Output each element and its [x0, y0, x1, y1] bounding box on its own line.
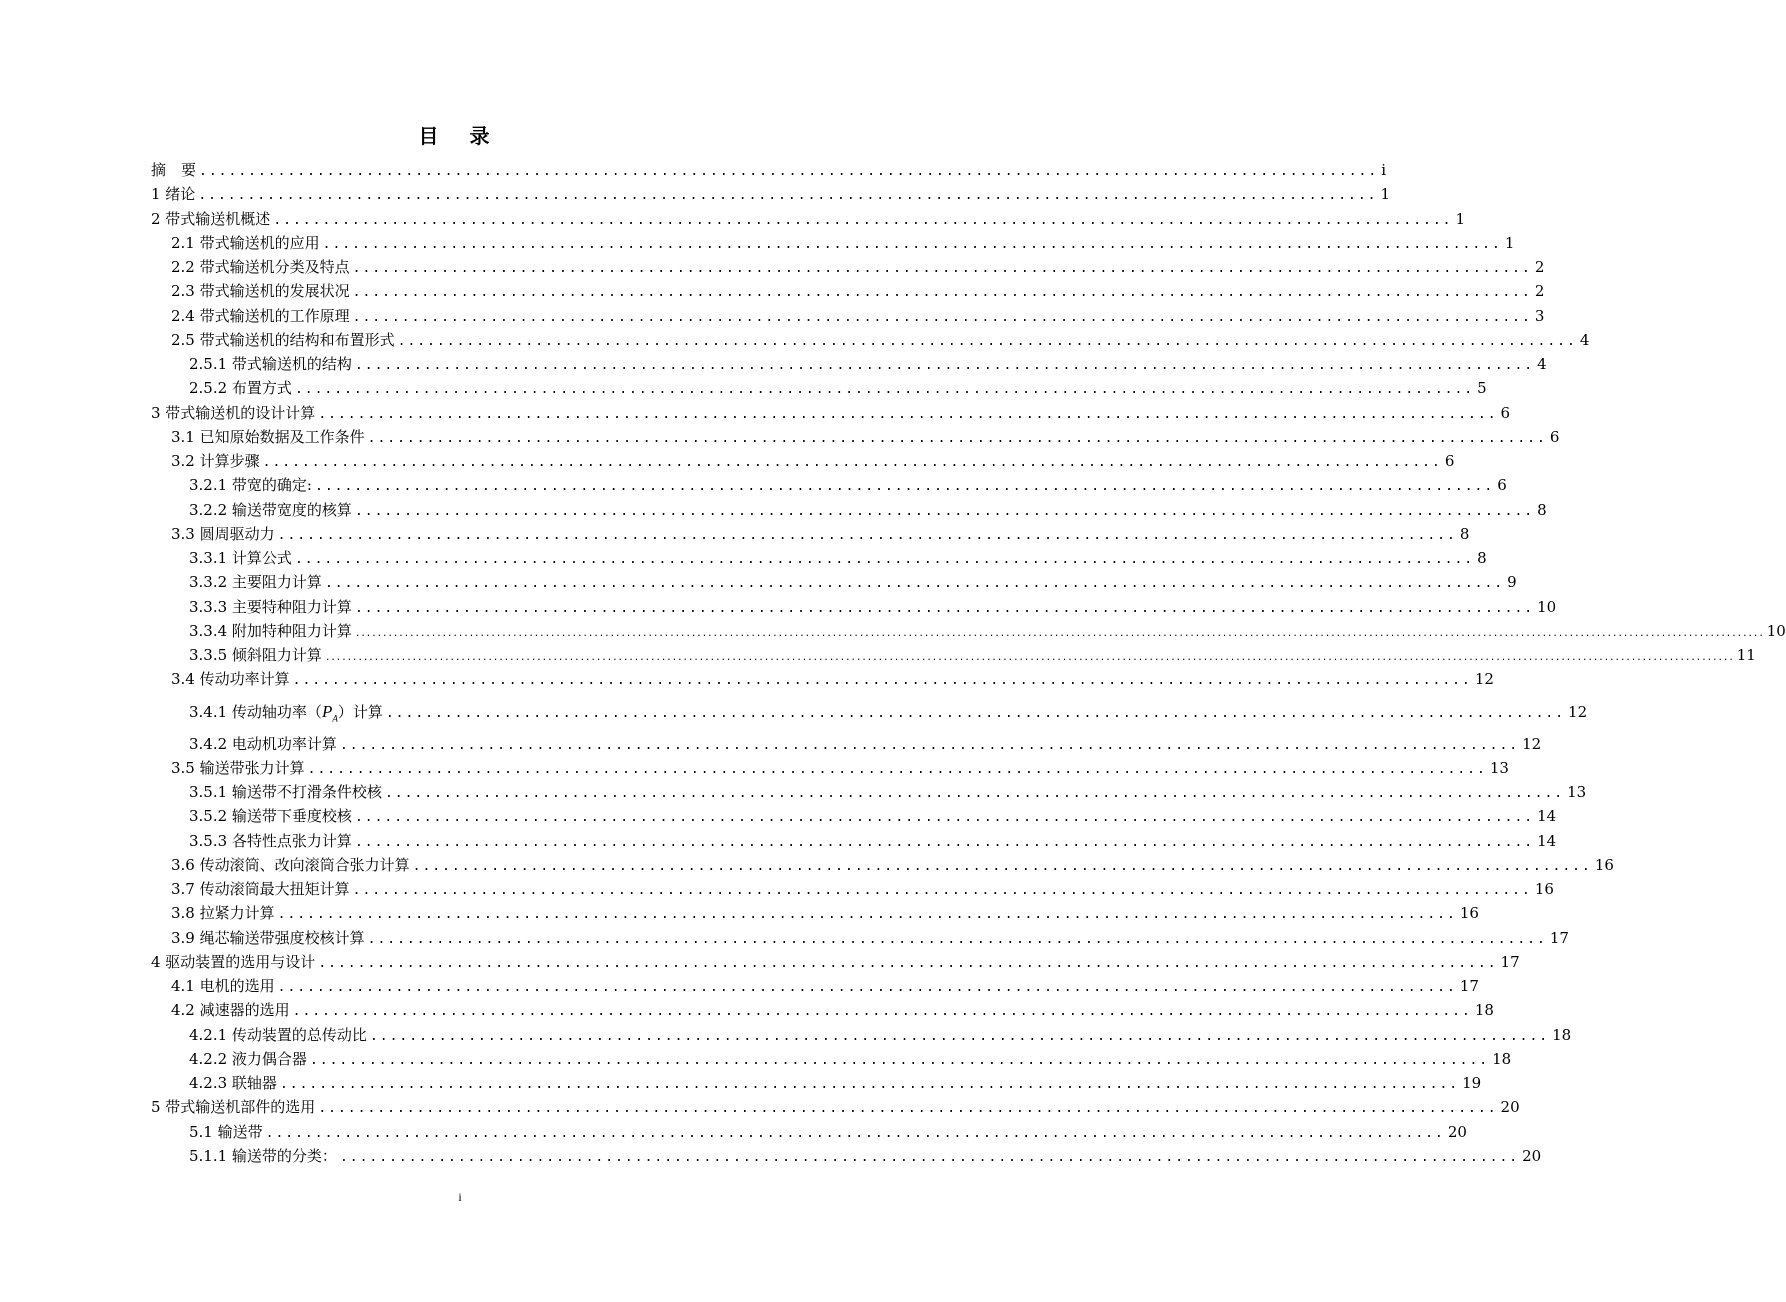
dot-leader: ........................................................................................................................ — [352, 883, 1532, 898]
toc-entry[interactable] — [151, 595, 1557, 619]
toc-entry-page-number: 4 — [1579, 330, 1590, 349]
toc-entry-text: 4.2 减速器的选用 — [171, 1001, 290, 1020]
toc-entry-text: 5 带式输送机部件的选用 — [151, 1098, 316, 1117]
toc-entry[interactable] — [151, 1071, 1482, 1095]
dot-leader: ........................................................................................................................ — [292, 673, 1472, 689]
dot-leader: ........................................................................................................................ — [367, 931, 1547, 947]
page-number-footer: i — [458, 1190, 462, 1204]
toc-entry-label — [171, 425, 365, 449]
toc-entry[interactable] — [151, 158, 1387, 182]
dot-leader: ........................................................................................................................ — [354, 600, 1535, 616]
toc-entry-label — [189, 546, 292, 570]
toc-entry-page-number: 18 — [1552, 1025, 1572, 1044]
toc-entry-page-number: 8 — [1477, 549, 1487, 567]
toc-entry-label — [189, 1144, 337, 1168]
toc-entry-text: 摘 要 — [151, 161, 197, 179]
toc-entry-page-number: 20 — [1522, 1146, 1542, 1165]
toc-entry-page-number: 19 — [1462, 1074, 1482, 1092]
dot-leader: ........................................................................................................................ — [412, 858, 1592, 874]
dot-leader: ........................................................................................................................ — [352, 285, 1532, 301]
toc-entry[interactable] — [151, 667, 1494, 691]
toc-entry-page-number: 13 — [1567, 783, 1587, 801]
toc-entry-page-number: 12 — [1522, 734, 1542, 753]
toc-entry-text: 2.2 带式输送机分类及特点 — [171, 258, 350, 276]
toc-entry-page-number: 6 — [1500, 403, 1511, 422]
dot-leader: ........................................................................................................................ — [198, 188, 1378, 204]
toc-entry[interactable] — [151, 732, 1542, 756]
toc-entry[interactable] — [151, 901, 1479, 925]
toc-title: 目 录 — [418, 124, 502, 148]
toc-entry[interactable] — [151, 998, 1494, 1022]
toc-entry-label — [189, 1071, 277, 1095]
toc-entry-text: 4.2.2 液力偶合器 — [189, 1049, 307, 1068]
toc-entry-text: 3.3.1 计算公式 — [189, 549, 292, 567]
dot-leader: ........................................................................................................................ — [277, 980, 1457, 995]
toc-entry-label — [189, 619, 352, 643]
toc-entry-text: 3.9 绳芯输送带强度校核计算 — [171, 928, 365, 947]
toc-entry-text: 3.1 已知原始数据及工作条件 — [171, 427, 365, 446]
toc-entry-text: 4.2.1 传动装置的总传动比 — [189, 1025, 367, 1044]
toc-entry[interactable] — [151, 1047, 1512, 1071]
toc-entry-label — [151, 158, 196, 182]
toc-entry-label — [171, 901, 275, 925]
toc-entry[interactable] — [151, 804, 1557, 828]
toc-entry-page-number: 17 — [1459, 977, 1479, 995]
toc-entry-page-number: 10 — [1766, 621, 1786, 640]
toc-entry-text: 3.4 传动功率计算 — [171, 670, 290, 689]
toc-entry-text: 2.5 带式输送机的结构和布置形式 — [171, 330, 395, 349]
toc-entry-text: 2.5.1 带式输送机的结构 — [189, 355, 352, 373]
toc-entry-page-number: 10 — [1537, 597, 1557, 616]
toc-entry[interactable] — [151, 449, 1455, 473]
dot-leader: ........................................................................................................................ — [354, 358, 1535, 373]
toc-entry-page-number: 2 — [1534, 282, 1545, 301]
toc-entry-label — [189, 498, 352, 522]
toc-entry-label — [189, 595, 352, 619]
dot-leader: ........................................................................................................................ — [367, 430, 1547, 446]
dot-leader: ........................................................................................................................ — [292, 1004, 1472, 1020]
toc-entry-page-number: 18 — [1492, 1049, 1512, 1068]
toc-entry-label — [171, 756, 305, 780]
dot-leader: ........................................................................................................................ — [385, 705, 1566, 721]
dot-leader: ........................................................................................................................ — [199, 164, 1379, 179]
dot-leader: ........................................................................................................................ — [352, 261, 1532, 276]
toc-entry[interactable] — [151, 643, 1756, 667]
toc-entry-text: 3.6 传动滚筒、改向滚筒合张力计算 — [171, 855, 410, 874]
toc-entry-page-number: 14 — [1537, 807, 1557, 826]
dot-leader: ........................................................................................................................ — [265, 1125, 1445, 1141]
toc-entry-label — [171, 522, 275, 546]
dot-leader: ........................................................................................................................ — [273, 212, 1453, 228]
toc-entry-text: 2.3 带式输送机的发展状况 — [171, 282, 350, 301]
toc-entry-page-number: 5 — [1477, 379, 1487, 398]
toc-entry-label — [189, 473, 312, 497]
toc-entry-page-number: 1 — [1380, 185, 1391, 204]
toc-entry-label — [171, 926, 365, 950]
toc-entry-text: 5.1 输送带 — [189, 1122, 263, 1141]
toc-entry-page-number: 4 — [1537, 355, 1547, 373]
toc-entry-label — [171, 998, 290, 1022]
toc-entry[interactable] — [151, 974, 1479, 998]
dot-leader: ........................................................................................................................ — [369, 1028, 1550, 1044]
dot-leader: ........................................................................................................................ — [322, 236, 1502, 252]
toc-entry[interactable] — [151, 522, 1470, 546]
dot-leader: ........................................................................................................................ — [354, 810, 1535, 826]
toc-entry[interactable] — [151, 376, 1487, 400]
dot-leader: .................................................................................................................................................................................................................................................................... — [354, 628, 1764, 639]
toc-entry[interactable] — [151, 780, 1587, 804]
dot-leader: ........................................................................................................................ — [294, 382, 1475, 398]
toc-entry-page-number: 3 — [1534, 306, 1545, 325]
toc-entry[interactable] — [151, 1144, 1542, 1168]
toc-entry[interactable] — [151, 877, 1554, 901]
toc-entry[interactable] — [151, 619, 1786, 643]
toc-entry-label — [189, 643, 322, 667]
dot-leader: ........................................................................................................................ — [277, 527, 1457, 543]
toc-entry-page-number: 1 — [1504, 233, 1515, 252]
toc-entry[interactable] — [151, 829, 1557, 853]
toc-entry-page-number: 17 — [1500, 952, 1520, 971]
toc-entry-label — [189, 1120, 263, 1144]
toc-entry-text: 4.2.3 联轴器 — [189, 1074, 277, 1092]
toc-entry-label — [189, 804, 352, 828]
toc-entry-text: 3.2 计算步骤 — [171, 452, 260, 470]
dot-leader: ........................................................................................................................ — [262, 455, 1442, 470]
toc-entry[interactable] — [151, 425, 1560, 449]
toc-entry-page-number: 8 — [1459, 524, 1470, 543]
toc-entry-label — [171, 231, 320, 255]
dot-leader: ........................................................................................................................ — [339, 737, 1520, 753]
toc-entry-text: 3 带式输送机的设计计算 — [151, 403, 316, 422]
toc-entry-label — [171, 255, 350, 279]
toc-entry[interactable] — [151, 546, 1487, 570]
toc-entry[interactable] — [151, 304, 1545, 328]
toc-entry-text: 2.5.2 布置方式 — [189, 379, 292, 398]
toc-entry[interactable] — [151, 926, 1569, 950]
toc-entry-label — [151, 1095, 315, 1119]
toc-entry-page-number: 6 — [1444, 452, 1455, 470]
toc-entry-page-number: 20 — [1500, 1098, 1520, 1117]
toc-entry-page-number: 17 — [1549, 928, 1569, 947]
toc-entry-text: 3.2.2 输送带宽度的核算 — [189, 500, 352, 519]
toc-entry[interactable] — [151, 570, 1517, 594]
toc-entry-label — [171, 449, 260, 473]
toc-entry-label — [189, 780, 382, 804]
toc-entry-page-number: 8 — [1537, 500, 1547, 519]
toc-entry-text: 3.8 拉紧力计算 — [171, 904, 275, 923]
toc-entry-text: 3.5.3 各特性点张力计算 — [189, 831, 352, 850]
toc-entry-page-number: 14 — [1537, 831, 1557, 850]
toc-entry-label — [151, 182, 195, 206]
toc-entry[interactable] — [151, 950, 1520, 974]
toc-entry[interactable] — [151, 473, 1507, 497]
formula-symbol — [322, 702, 338, 721]
dot-leader: ........................................................................................................................ — [315, 479, 1495, 495]
toc-entry-text: 3.4.1 传动轴功率（ — [189, 702, 322, 721]
dot-leader: ........................................................................................................................ — [277, 907, 1457, 923]
toc-entry[interactable] — [151, 692, 1588, 732]
toc-entry-text: 3.3.3 主要特种阻力计算 — [189, 597, 352, 616]
toc-entry[interactable] — [151, 756, 1509, 780]
toc-entry[interactable] — [151, 853, 1614, 877]
toc-entry-text: 2.1 带式输送机的应用 — [171, 233, 320, 252]
dot-leader: ........................................................................................................................ — [318, 1101, 1498, 1117]
table-of-contents — [151, 158, 1786, 1168]
dot-leader: ........................................................................................................................ — [324, 576, 1505, 592]
toc-entry-text: 3.3.5 倾斜阻力计算 — [189, 646, 322, 664]
dot-leader: ........................................................................................................................ — [354, 834, 1535, 850]
dot-leader: ........................................................................................................................ — [318, 406, 1498, 422]
toc-entry-label — [171, 974, 275, 998]
toc-entry-text: 3.5.1 输送带不打滑条件校核 — [189, 783, 382, 801]
toc-entry-text: 2.4 带式输送机的工作原理 — [171, 306, 350, 325]
toc-entry-text: 3.5 输送带张力计算 — [171, 758, 305, 777]
dot-leader: ........................................................................................................................ — [397, 333, 1577, 349]
toc-entry-page-number: 6 — [1497, 476, 1507, 495]
toc-entry-page-number: 16 — [1459, 904, 1479, 923]
dot-leader: ........................................................................................................................ — [384, 786, 1565, 801]
formula-symbol-base: P — [321, 701, 333, 721]
toc-entry-label — [189, 1023, 367, 1047]
toc-entry[interactable] — [151, 1023, 1572, 1047]
toc-entry-text: 5.1.1 输送带的分类： — [189, 1146, 337, 1165]
toc-entry-page-number: 12 — [1568, 702, 1588, 721]
toc-entry-label — [189, 1047, 307, 1071]
toc-entry[interactable] — [151, 328, 1590, 352]
dot-leader: ........................................................................................................................ — [294, 552, 1475, 567]
toc-entry-label — [151, 207, 270, 231]
toc-entry-text: 4.1 电机的选用 — [171, 977, 275, 995]
dot-leader: ........................................................................................................................ — [279, 1077, 1460, 1092]
toc-entry[interactable] — [151, 255, 1545, 279]
toc-entry-text: 2 带式输送机概述 — [151, 209, 271, 228]
dot-leader: .................................................................................................................................................................................................................................................................... — [324, 653, 1734, 663]
toc-entry-page-number: 16 — [1534, 880, 1554, 898]
toc-entry[interactable] — [151, 1095, 1520, 1119]
toc-entry-text: 4 驱动装置的选用与设计 — [151, 952, 316, 971]
toc-entry[interactable] — [151, 401, 1511, 425]
toc-entry[interactable] — [151, 207, 1466, 231]
toc-entry[interactable] — [151, 352, 1547, 376]
toc-entry-text: 1 绪论 — [151, 185, 196, 204]
toc-entry-text: 3.3 圆周驱动力 — [171, 524, 275, 543]
toc-entry-page-number: i — [1381, 161, 1387, 179]
toc-entry-text: 3.7 传动滚筒最大扭矩计算 — [171, 880, 350, 898]
dot-leader: ........................................................................................................................ — [352, 309, 1532, 325]
toc-entry-label — [151, 401, 315, 425]
toc-entry-page-number: 13 — [1489, 758, 1509, 777]
toc-entry-page-number: 9 — [1507, 573, 1517, 592]
toc-entry-label — [189, 376, 292, 400]
toc-entry-text: 3.3.4 附加特种阻力计算 — [189, 621, 352, 640]
toc-entry-page-number: 12 — [1474, 670, 1494, 689]
toc-entry-label — [171, 667, 290, 691]
toc-entry-page-number: 1 — [1455, 209, 1466, 228]
toc-entry-text: 3.4.2 电动机功率计算 — [189, 734, 337, 753]
dot-leader: ........................................................................................................................ — [339, 1149, 1520, 1165]
toc-entry[interactable] — [151, 498, 1547, 522]
toc-entry[interactable] — [151, 231, 1515, 255]
toc-entry-page-number: 2 — [1534, 258, 1545, 276]
toc-entry-label — [189, 829, 352, 853]
toc-entry-page-number: 11 — [1736, 646, 1756, 664]
toc-entry-text: 3.3.2 主要阻力计算 — [189, 573, 322, 592]
toc-entry-page-number: 18 — [1474, 1001, 1494, 1020]
toc-entry-label — [151, 950, 315, 974]
toc-entry-label — [171, 328, 395, 352]
toc-entry-page-number: 20 — [1447, 1122, 1467, 1141]
toc-entry-label — [189, 732, 337, 756]
toc-entry-label — [171, 877, 350, 901]
toc-entry-page-number: 16 — [1594, 855, 1614, 874]
toc-entry[interactable] — [151, 182, 1391, 206]
dot-leader: ........................................................................................................................ — [307, 761, 1487, 777]
toc-entry-label — [171, 279, 350, 303]
toc-entry-text: 3.2.1 带宽的确定: — [189, 476, 312, 495]
toc-entry-label — [189, 352, 352, 376]
toc-entry-label — [171, 853, 410, 877]
toc-entry-text: 3.5.2 输送带下垂度校核 — [189, 807, 352, 826]
formula-symbol-subscript: A — [332, 712, 338, 723]
dot-leader: ........................................................................................................................ — [309, 1052, 1490, 1068]
toc-entry[interactable] — [151, 279, 1545, 303]
toc-entry[interactable] — [151, 1120, 1467, 1144]
toc-entry-page-number: 6 — [1549, 427, 1560, 446]
dot-leader: ........................................................................................................................ — [354, 503, 1535, 519]
toc-entry-label — [189, 570, 322, 594]
toc-entry-text-suffix: ）计算 — [337, 702, 383, 721]
toc-entry-label — [171, 304, 350, 328]
dot-leader: ........................................................................................................................ — [318, 955, 1498, 971]
